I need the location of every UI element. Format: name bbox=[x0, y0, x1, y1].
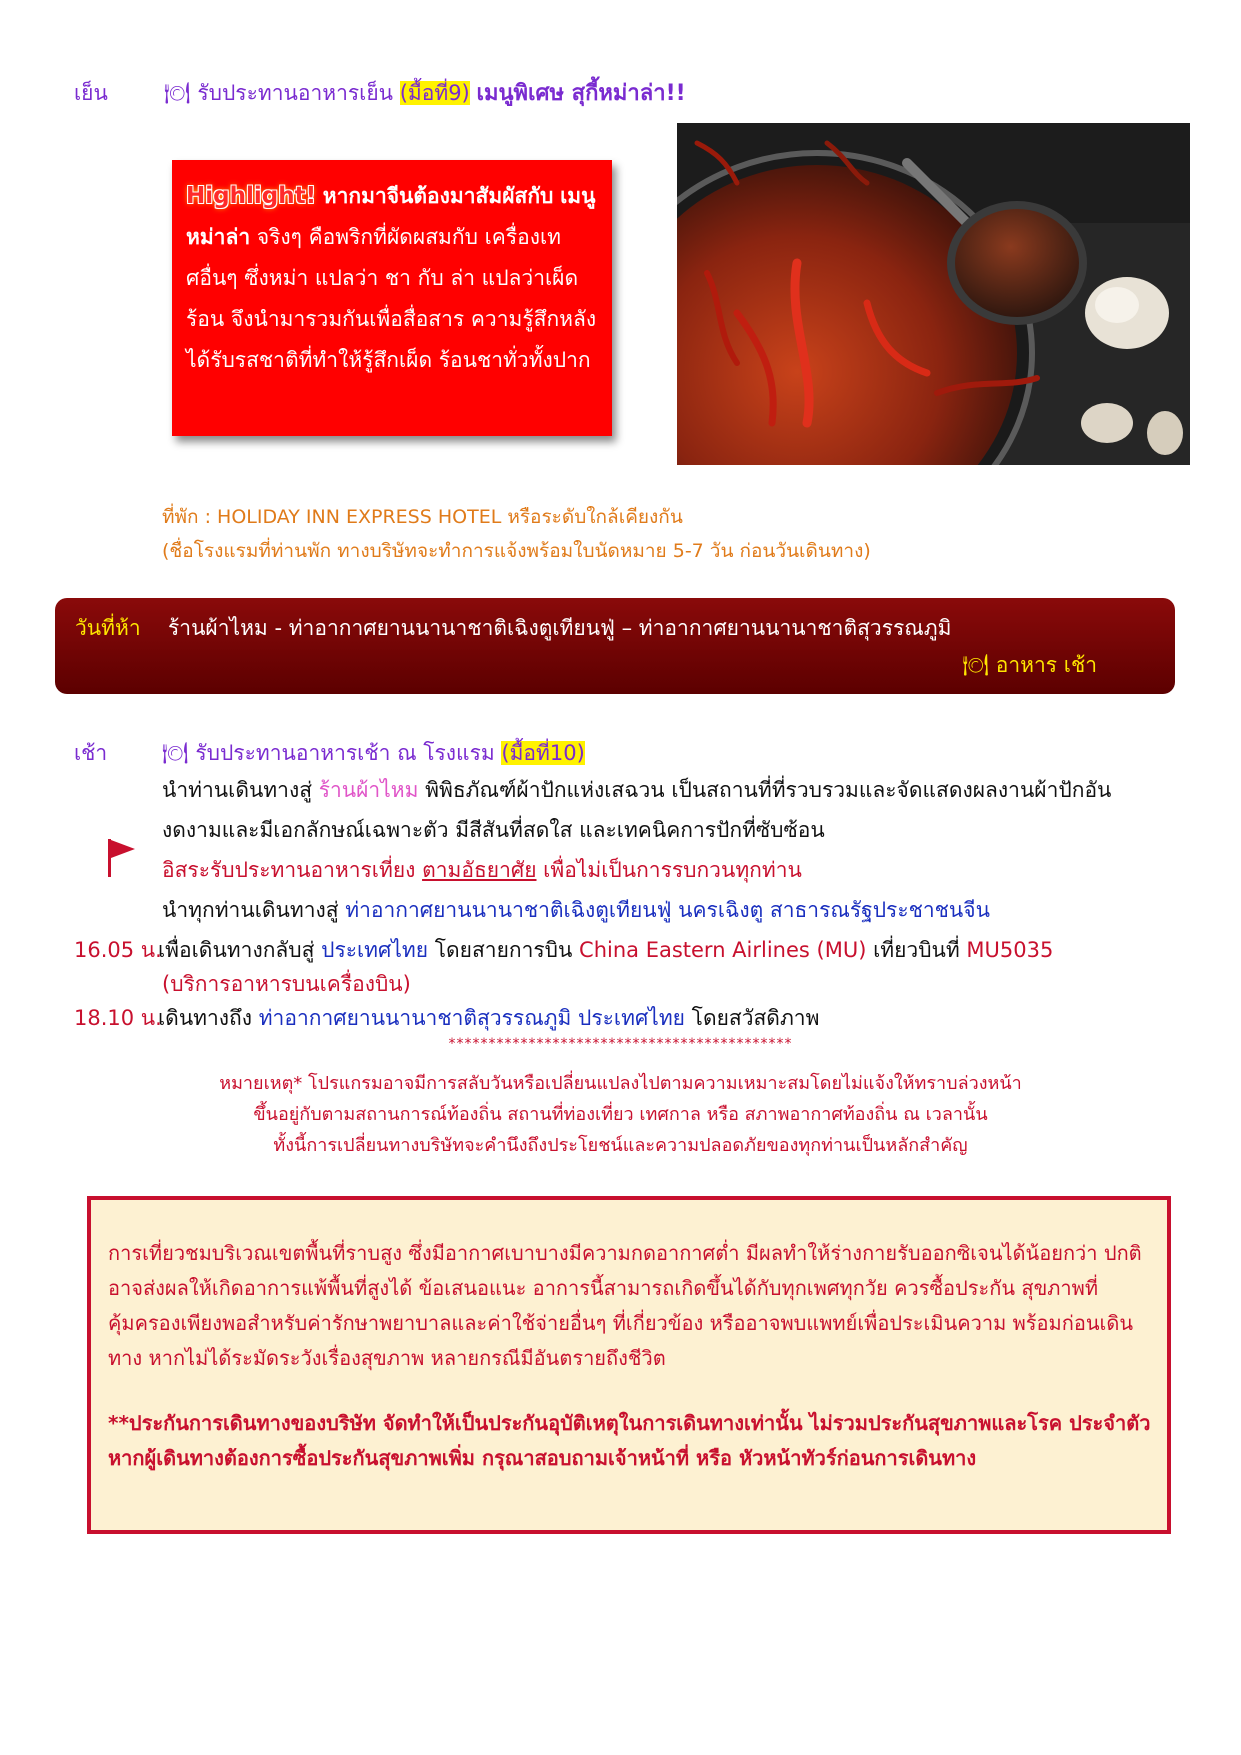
day-five-banner bbox=[55, 598, 1175, 694]
dinner-meal-number: (มื้อที่9) bbox=[399, 81, 470, 105]
insurance-note: **ประกันการเดินทางของบริษัท จัดทำให้เป็นประกันอุบัติเหตุในการเดินทางเท่านั้น ไม่รวมประกันสุขภาพและโรค ประจำตัว หากผู้เดินทางต้องการซื้อประกันสุขภาพเพิ่ม กรุณาสอบถามเจ้าหน้าที่ หรือ หัวหน้าทัวร์ก่อนการเดินทาง bbox=[108, 1411, 1151, 1470]
inflight-meal-note: (บริการอาหารบนเครื่องบิน) bbox=[162, 972, 411, 996]
lunch-text: เพื่อไม่เป็นการรบกวนทุกท่าน bbox=[536, 858, 802, 882]
dinner-label: เย็น bbox=[74, 81, 108, 105]
paragraph-text: พิพิธภัณฑ์ผ้าปักแห่งเสฉวน เป็นสถานที่ที่รวบรวมและจัดแสดงผลงานผ้าปักอัน bbox=[418, 778, 1112, 802]
arrival-airport: ท่าอากาศยานนานาชาติสุวรรณภูมิ ประเทศไทย bbox=[258, 1006, 685, 1030]
dinner-description: รับประทานอาหารเย็น bbox=[197, 81, 394, 105]
hotel-info bbox=[162, 500, 871, 568]
silk-shop-paragraph-2: งดงามและมีเอกลักษณ์เฉพาะตัว มีสีสันที่สดใส และเทคนิคการปักที่ซับซ้อน bbox=[162, 818, 825, 842]
silk-shop-paragraph bbox=[162, 770, 1111, 810]
departure-text: เที่ยวบินที่ bbox=[866, 938, 967, 962]
breakfast-text: รับประทานอาหารเช้า ณ โรงแรม bbox=[195, 741, 495, 765]
dish-icon: 🍽 bbox=[164, 81, 191, 105]
arrival-text: เดินทางถึง bbox=[158, 1006, 259, 1030]
special-menu: เมนูพิเศษ สุกี้หม่าล่า!! bbox=[476, 81, 686, 106]
remarks bbox=[0, 1068, 1241, 1161]
breakfast-meal-number: (มื้อที่10) bbox=[501, 741, 585, 765]
departure-text: โดยสายการบิน bbox=[428, 938, 580, 962]
remark-line: หมายเหตุ* โปรแกรมอาจมีการสลับวันหรือเปลี่ยนแปลงไปตามความเหมาะสมโดยไม่แจ้งให้ทราบล่วงหน้า bbox=[219, 1073, 1022, 1094]
hotel-note: (ชื่อโรงแรมที่ท่านพัก ทางบริษัทจะทำการแจ้งพร้อมใบนัดหมาย 5-7 วัน ก่อนวันเดินทาง) bbox=[162, 540, 871, 562]
airline-name: China Eastern Airlines (MU) bbox=[579, 938, 867, 962]
lunch-text: อิสระรับประทานอาหารเที่ยง bbox=[162, 858, 423, 882]
flight-departure bbox=[74, 933, 1053, 967]
airport-transfer-line bbox=[162, 890, 990, 930]
mala-hotpot-image bbox=[677, 123, 1190, 465]
departure-text: เพื่อเดินทางกลับสู่ bbox=[158, 938, 322, 962]
hotel-line: ที่พัก : HOLIDAY INN EXPRESS HOTEL หรือระดับใกล้เคียงกัน bbox=[162, 506, 683, 528]
highlight-lead: หากมาจีนต้องมาสัมผัสกับ bbox=[322, 184, 554, 208]
high-altitude-warning-box bbox=[87, 1196, 1171, 1534]
highlight-badge: Highlight! bbox=[186, 183, 317, 209]
day-meals: 🍽 อาหาร เช้า bbox=[962, 653, 1097, 677]
departure-time: 16.05 น. bbox=[74, 938, 162, 962]
destination-country: ประเทศไทย bbox=[321, 938, 429, 962]
morning-label: เช้า bbox=[74, 741, 108, 765]
transfer-text: นำทุกท่านเดินทางสู่ bbox=[162, 898, 346, 922]
remark-line: ทั้งนี้การเปลี่ยนทางบริษัทจะคำนึงถึงประโยชน์และความปลอดภัยของทุกท่านเป็นหลักสำคัญ bbox=[273, 1135, 968, 1156]
highlight-menu: เมนูหม่าล่า bbox=[186, 184, 596, 249]
silk-shop-name: ร้านผ้าไหม bbox=[318, 778, 419, 802]
paragraph-text: นำท่านเดินทางสู่ bbox=[162, 778, 319, 802]
highlight-body: จริงๆ คือพริกที่ผัดผสมกับ เครื่องเทศอื่นๆ ซึ่งหม่า แปลว่า ชา กับ ล่า แปลว่าเผ็ดร้อน จึงนำมารวมกันเพื่อสื่อสาร ความรู้สึกหลังได้รับรสชาติที่ทำให้รู้สึกเผ็ด ร้อนชาทั่วทั้งปาก bbox=[186, 225, 597, 372]
remark-line: ขึ้นอยู่กับตามสถานการณ์ท้องถิ่น สถานที่ท่องเที่ยว เทศกาล หรือ สภาพอากาศท้องถิ่น ณ เวลานั้น bbox=[253, 1104, 988, 1125]
flag-icon bbox=[102, 835, 142, 879]
arrival-time: 18.10 น. bbox=[74, 1006, 162, 1030]
dish-icon: 🍽 bbox=[162, 741, 189, 765]
highlight-box bbox=[172, 160, 612, 436]
breakfast-line bbox=[162, 738, 585, 768]
separator-stars: ******************************************* bbox=[448, 1036, 793, 1052]
lunch-line bbox=[162, 850, 802, 890]
lunch-free: ตามอัธยาศัย bbox=[422, 858, 537, 882]
flight-arrival bbox=[74, 1001, 819, 1035]
dinner-text bbox=[164, 78, 686, 109]
flight-number: MU5035 bbox=[966, 938, 1054, 962]
arrival-text: โดยสวัสดิภาพ bbox=[684, 1006, 820, 1030]
altitude-warning-text: การเที่ยวชมบริเวณเขตพื้นที่ราบสูง ซึ่งมีอากาศเบาบางมีความกดอากาศต่ำ มีผลทำให้ร่างกายรับออกซิเจนได้น้อยกว่า ปกติ อาจส่งผลให้เกิดอาการแพ้พื้นที่สูงได้ ข้อเสนอแนะ อาการนี้สามารถเกิดขึ้นได้กับทุกเพศทุกวัย ควรซื้อประกัน สุขภาพที่คุ้มครองเพียงพอสำหรับค่ารักษาพยาบาลและค่าใช้จ่ายอื่นๆ ที่เกี่ยวข้อง หรืออาจพบแพทย์เพื่อประเมินความ พร้อมก่อนเดินทาง หากไม่ได้ระมัดระวังเรื่องสุขภาพ หลายกรณีมีอันตรายถึงชีวิต bbox=[108, 1241, 1142, 1370]
day-label: วันที่ห้า bbox=[75, 616, 141, 640]
chengdu-airport: ท่าอากาศยานนานาชาติเฉิงตูเทียนฟู่ นครเฉิงตู สาธารณรัฐประชาชนจีน bbox=[345, 898, 990, 922]
day-route: ร้านผ้าไหม - ท่าอากาศยานนานาชาติเฉิงตูเทียนฟู่ – ท่าอากาศยานนานาชาติสุวรรณภูมิ bbox=[168, 616, 952, 640]
